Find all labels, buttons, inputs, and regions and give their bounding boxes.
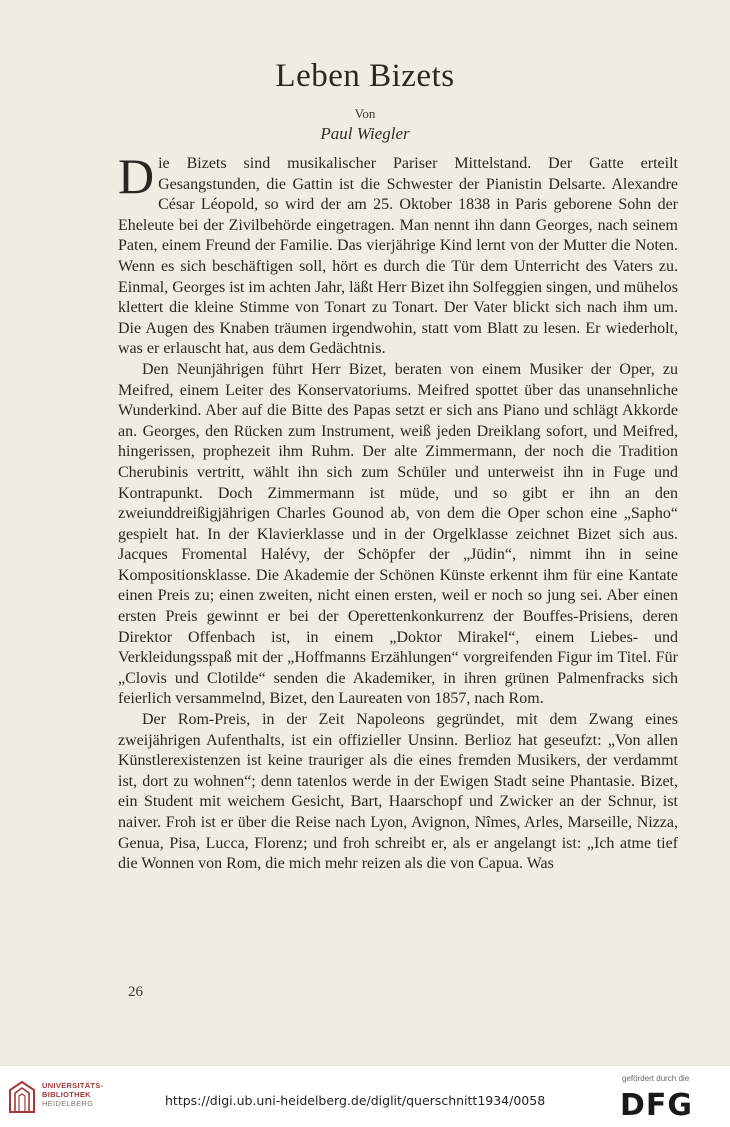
uni-line-3: HEIDELBERG — [42, 1099, 94, 1108]
dfg-funding-label: gefördert durch die — [622, 1074, 690, 1083]
permalink-url[interactable]: https://digi.ub.uni-heidelberg.de/diglit/querschnitt1934/0058 — [165, 1093, 546, 1108]
paragraph-2: Den Neunjährigen führt Herr Bizet, beraten von einem Musiker der Oper, zu Meifred, einem Leiter des Konservatoriums. Meifred spottet über das unansehnliche Wunderkind. Aber auf die Bitte des Papas setzt er sich ans Piano und schlägt Akkorde an. Georges, den Rücken zum Instrument, weiß jeden Dreiklang sofort, und Meifred, hingerissen, prophezeit ihm Ruhm. Der alte Zimmermann, der noch die Tradition Cherubinis vertritt, wählt ihn sich zum Schüler und unterweist ihn in Fuge und Kontrapunkt. Doch Zimmermann ist müde, und so gibt er ihn an den zweiunddreißigjährigen Charles Gounod ab, von dem die Oper schon eine „Sapho“ gespielt hat. In der Klavierklasse und in der Orgelklasse zeichnet Bizet sich aus. Jacques Fromental Halévy, der Schöpfer der „Jüdin“, nimmt ihn in seine Kompositionsklasse. Die Akademie der Schönen Künste erkennt ihm für eine Kantate einen Preis zu; einen zweiten, nicht einen ersten, weil er noch so jung sei. Aber einen ersten Preis gewinnt er bei der Operettenkonkurrenz der Bouffes-Prisiens, deren Direktor Offenbach ist, in einem „Doktor Mirakel“, einem Liebes- und Verkleidungsspaß mit der „Hoffmanns Erzählungen“ vorgreifenden Figur im Titel. Für „Clovis und Clotilde“ senden die Akademiker, in ihren grünen Palmenfracks sich feierlich versammelnd, Bizet, den Laureaten von 1857, nach Rom. — [118, 360, 678, 708]
article-title: Leben Bizets — [275, 58, 455, 94]
university-logo-text[interactable] — [42, 1081, 103, 1108]
byline-von: Von — [354, 106, 376, 121]
dfg-logo[interactable]: DFG — [620, 1088, 694, 1123]
uni-line-1: UNIVERSITÄTS- — [42, 1081, 104, 1090]
article-body — [118, 148, 678, 875]
paragraph-1-text: ie Bizets sind musikalischer Pariser Mittelstand. Der Gatte erteilt Gesangstunden, die Gattin ist die Schwester der Pianistin Delsarte. Alexandre César Léopold, so wird der am 25. Oktober 1838 in Paris geborene Sohn der Eheleute bei der Zivilbehörde eingetragen. Man nennt ihn dann Georges, nach seinem Paten, einem Freund der Familie. Das vierjährige Kind lernt von der Mutter die Noten. Wenn es sich beschäftigen soll, hört es durch die Tür dem Unterricht des Vaters zu. Einmal, Georges ist im achten Jahr, läßt Herr Bizet ihn Solfeggien singen, und mühelos klettert die kleine Stimme von Tonart zu Tonart. Der Vater blickt sich nach ihm um. Die Augen des Knaben träumen irgendwohin, statt vom Blatt zu lesen. Er wiederholt, was er erlauscht hat, aus dem Gedächtnis. — [118, 155, 678, 358]
viewer-footer — [0, 1065, 730, 1127]
author-name: Paul Wiegler — [320, 124, 410, 143]
page-number: 26 — [128, 984, 143, 1000]
university-seal-icon — [8, 1080, 36, 1114]
paragraph-3: Der Rom-Preis, in der Zeit Napoleons gegründet, mit dem Zwang eines zweijährigen Aufenthalts, ist ein offizieller Unsinn. Berlioz hat geseufzt: „Von allen Künstlerexistenzen ist keine trauriger als die eines fremden Musikers, der verdammt ist, dort zu wohnen“; denn tatenlos werde in der Ewigen Stadt seine Phantasie. Bizet, ein Student mit weichem Gesicht, Bart, Haarschopf und Zwicker an der Schnur, ist naiver. Froh ist er über die Reise nach Lyon, Avignon, Nîmes, Arles, Marseille, Nizza, Genua, Pisa, Lucca, Florenz; und froh schreibt er, als er angelangt ist: „Ich atme tief die Wonnen von Rom, die mich mehr reizen als die von Capua. Was — [118, 711, 678, 873]
uni-line-2: BIBLIOTHEK — [42, 1090, 91, 1099]
paragraph-1 — [118, 148, 678, 360]
drop-cap: D — [118, 148, 155, 204]
